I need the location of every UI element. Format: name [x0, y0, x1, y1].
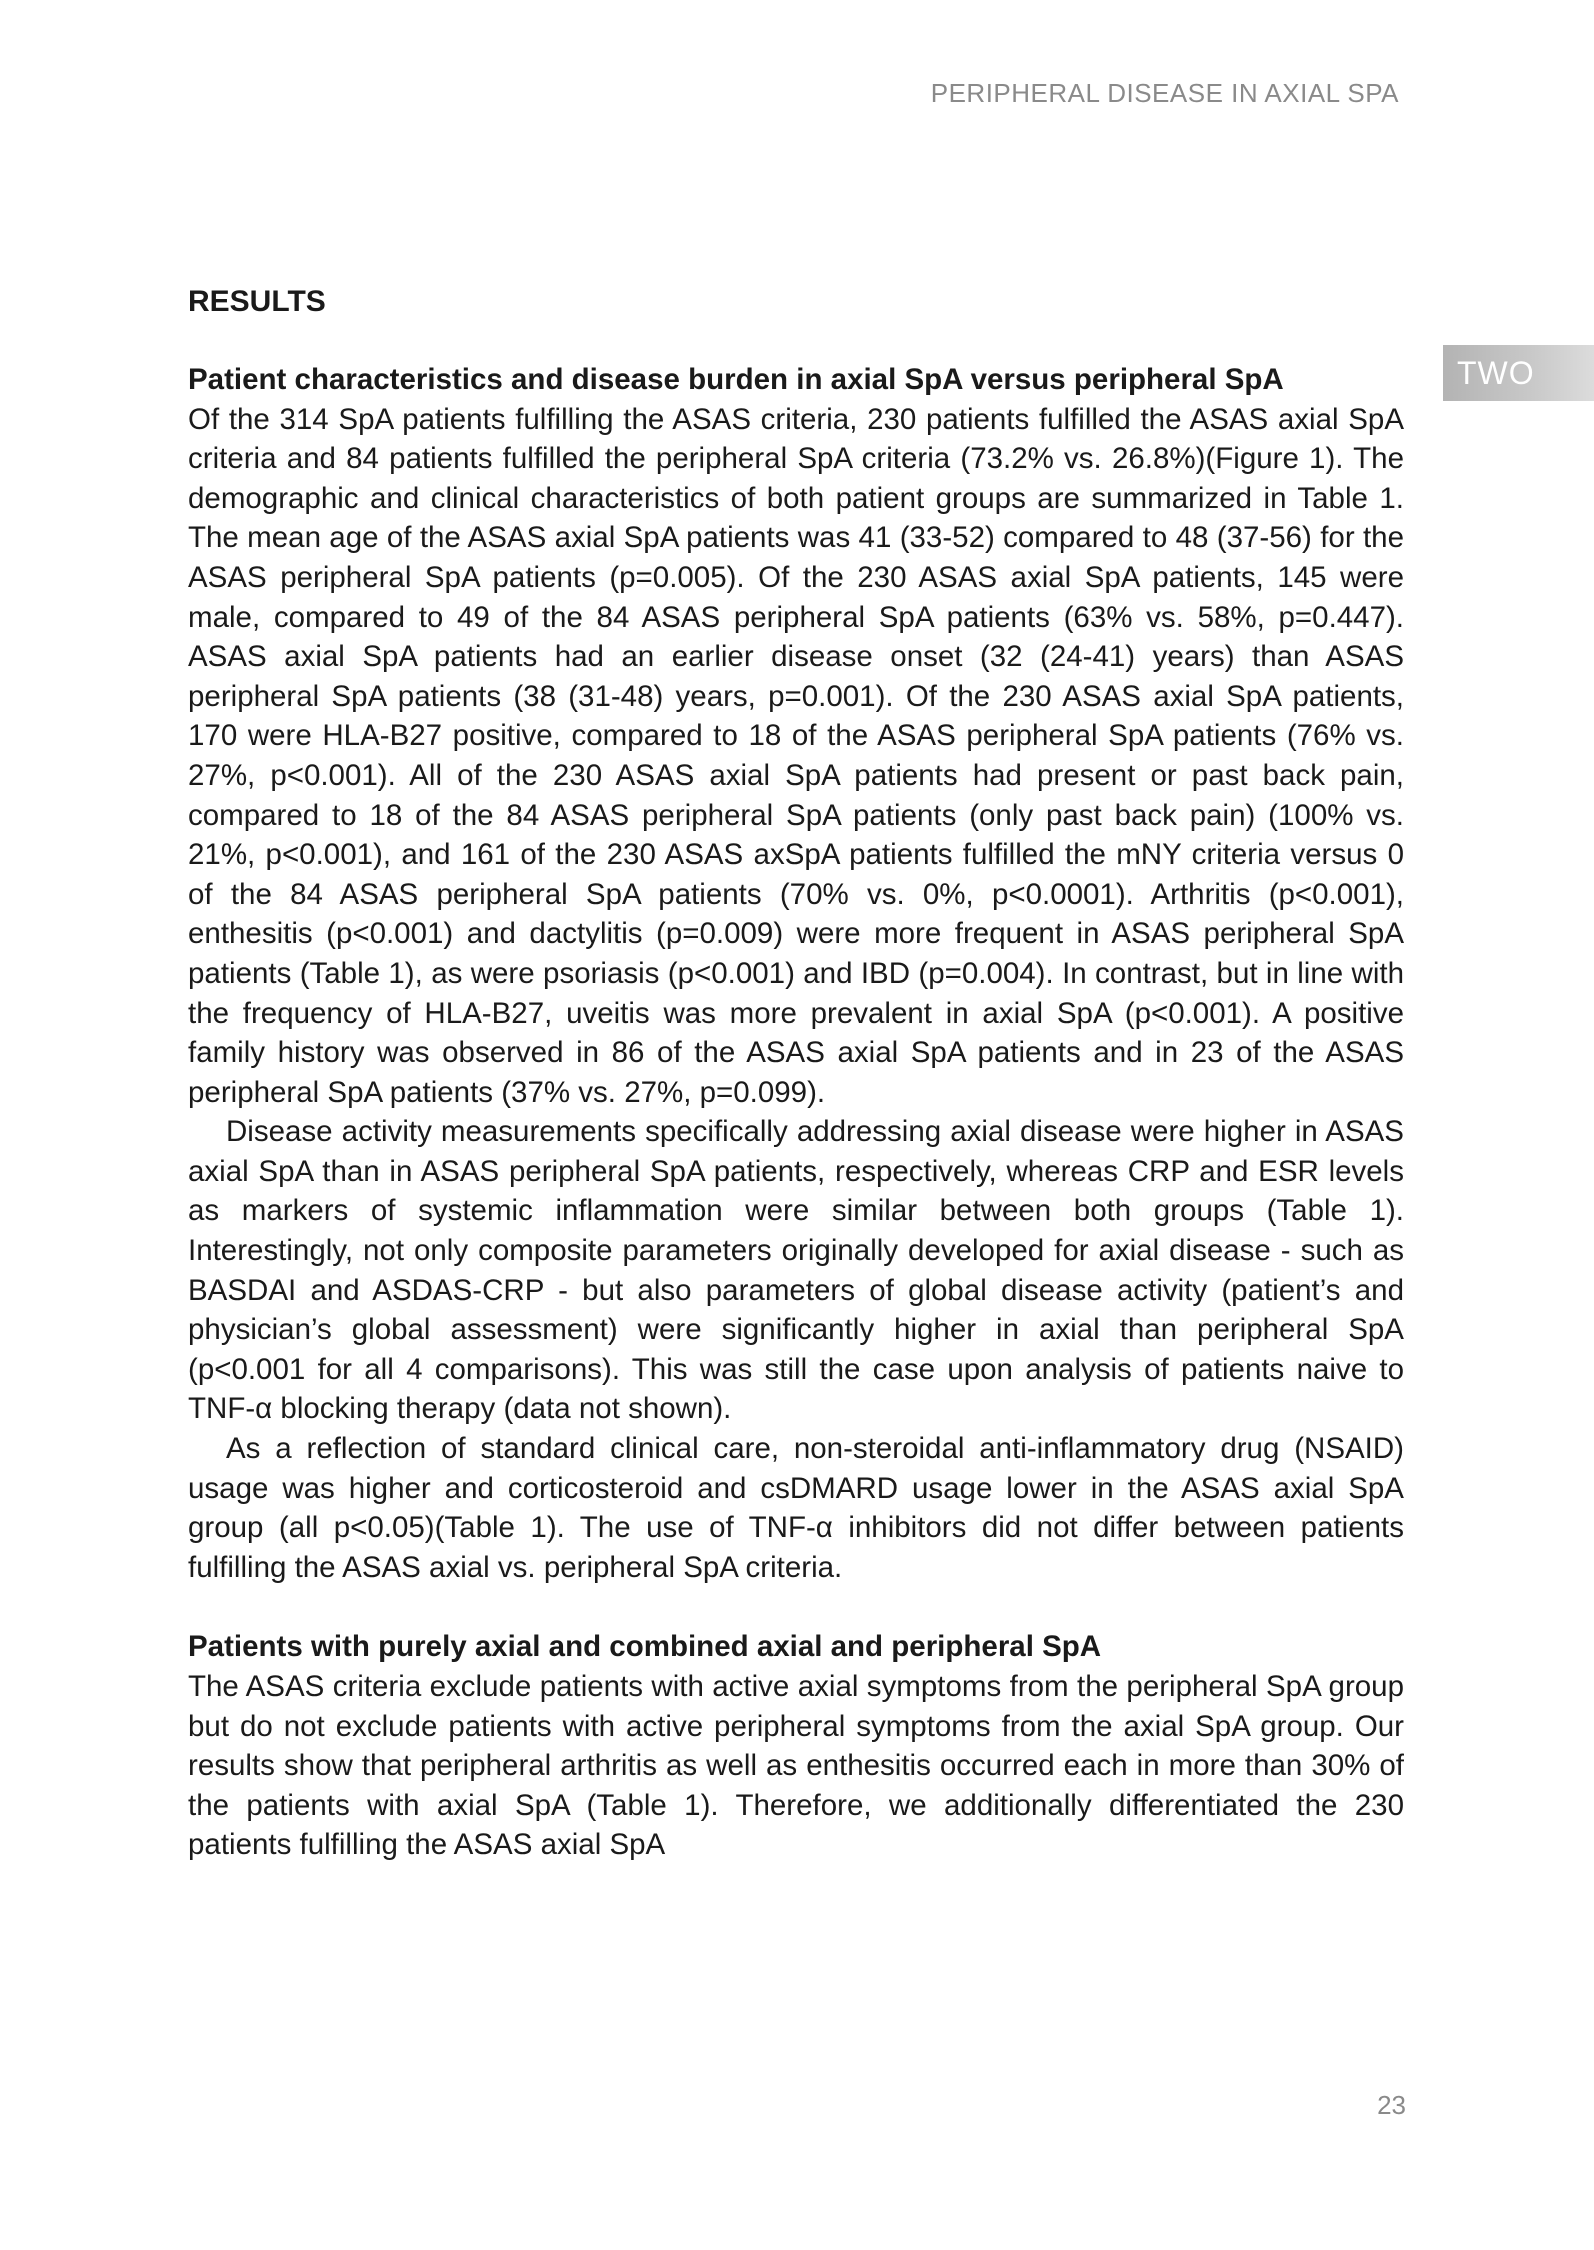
- subsection-heading: Patient characteristics and disease burden in axial SpA versus peripheral SpA: [188, 363, 1284, 396]
- body-paragraph: Disease activity measurements specifically addressing axial disease were higher in ASAS axial SpA than in ASAS peripheral SpA patients, respectively, whereas CRP and ESR levels as markers of systemic inflammation were similar between both groups (Table 1). Interestingly, not only composite parameters originally developed for axial disease - such as BASDAI and ASDAS-CRP - but also parameters of global disease activity (patient’s and physician’s global assessment) were significantly higher in axial than peripheral SpA (p<0.001 for all 4 comparisons). This was still the case upon analysis of patients naive to TNF-α blocking therapy (data not shown).: [188, 1115, 1404, 1426]
- section-heading: RESULTS: [188, 285, 326, 318]
- body-paragraph: As a reflection of standard clinical care, non-steroidal anti-inflammatory drug (NSAID) usage was higher and corticosteroid and csDMARD usage lower in the ASAS axial SpA group (all p<0.05)(Table 1). The use of TNF-α inhibitors did not differ between patients fulfilling the ASAS axial vs. peripheral SpA criteria.: [188, 1432, 1404, 1584]
- body-paragraph: The ASAS criteria exclude patients with active axial symptoms from the peripheral SpA group but do not exclude patients with active peripheral symptoms from the axial SpA group. Our results show that peripheral arthritis as well as enthesitis occurred each in more than 30% of the patients with axial SpA (Table 1). Therefore, we additionally differentiated the 230 patients fulfilling the ASAS axial SpA: [188, 1670, 1404, 1862]
- subsection-axial-combined: [188, 1627, 1404, 1865]
- running-header: PERIPHERAL DISEASE IN AXIAL SPA: [930, 78, 1399, 108]
- page-number: 23: [1377, 2090, 1406, 2120]
- subsection-heading: Patients with purely axial and combined axial and peripheral SpA: [188, 1630, 1102, 1664]
- chapter-tab: TWO: [1443, 345, 1594, 401]
- page-body: [188, 282, 1404, 1865]
- body-paragraph: Of the 314 SpA patients fulfilling the ASAS criteria, 230 patients fulfilled the ASAS axial SpA criteria and 84 patients fulfilled the peripheral SpA criteria (73.2% vs. 26.8%)(Figure 1). The demographic and clinical characteristics of both patient groups are summarized in Table 1. The mean age of the ASAS axial SpA patients was 41 (33-52) compared to 48 (37-56) for the ASAS peripheral SpA patients (p=0.005). Of the 230 ASAS axial SpA patients, 145 were male, compared to 49 of the 84 ASAS peripheral SpA patients (63% vs. 58%, p=0.447). ASAS axial SpA patients had an earlier disease onset (32 (24-41) years) than ASAS peripheral SpA patients (38 (31-48) years, p=0.001). Of the 230 ASAS axial SpA patients, 170 were HLA-B27 positive, compared to 18 of the ASAS peripheral SpA patients (76% vs. 27%, p<0.001). All of the 230 ASAS axial SpA patients had present or past back pain, compared to 18 of the 84 ASAS peripheral SpA patients (only past back pain) (100% vs. 21%, p<0.001), and 161 of the 230 ASAS axSpA patients fulfilled the mNY criteria versus 0 of the 84 ASAS peripheral SpA patients (70% vs. 0%, p<0.0001). Arthritis (p<0.001), enthesitis (p<0.001) and dactylitis (p=0.009) were more frequent in ASAS peripheral SpA patients (Table 1), as were psoriasis (p<0.001) and IBD (p=0.004). In contrast, but in line with the frequency of HLA-B27, uveitis was more prevalent in axial SpA (p<0.001). A positive family history was observed in 86 of the ASAS axial SpA patients and in 23 of the ASAS peripheral SpA patients (37% vs. 27%, p=0.099).: [188, 402, 1404, 1109]
- subsection-characteristics: [188, 360, 1404, 1587]
